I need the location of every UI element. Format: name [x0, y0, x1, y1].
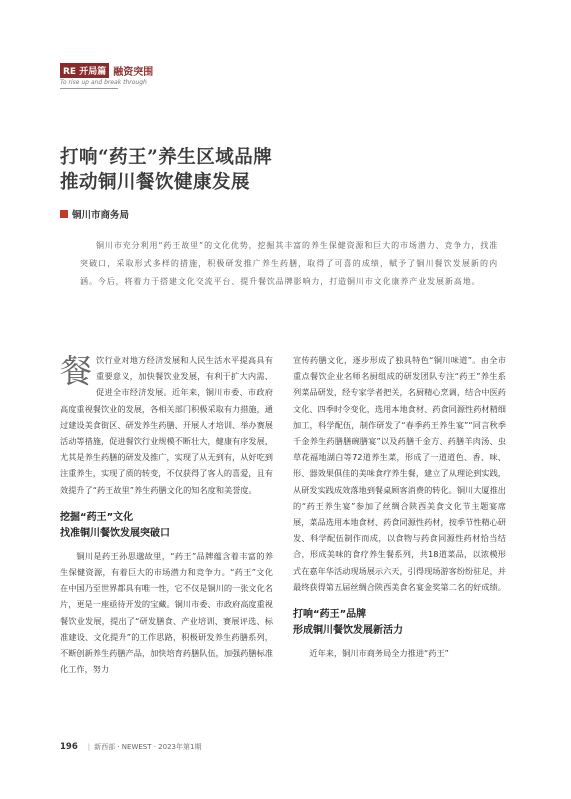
article-title-line2: 推动铜川餐饮健康发展 [60, 172, 251, 193]
body-column-right [293, 352, 506, 661]
section-heading [60, 510, 273, 542]
section-tag-title: 融资突围 [113, 67, 154, 78]
section-tag-subtitle: To rise up and break through [60, 79, 147, 86]
section-heading [293, 607, 506, 639]
section-tag [60, 63, 153, 78]
issue-info: 新西部 · NEWEST · 2023年第1期 [94, 743, 202, 751]
section-heading-line1: 挖掘“药王”文化 [60, 511, 134, 523]
section-heading-line2: 找准铜川餐饮发展突破口 [60, 527, 170, 539]
author-byline [60, 207, 129, 221]
body-paragraph: 宣传药膳文化，逐步形成了独具特色“铜川味道”。由全市重点餐饮企业名师名厨组成的研发团队专注“药王”养生系列菜品研发，经专家学者把关，名厨精心烹调，结合中医药文化、四季时令变化，选用本地食材、药食同源性药材精细加工，科学配伍，制作研发了“春季药王养生宴”“同言秋季千金养生药膳膳碗膳宴”以及药膳千金方、药膳羊肉汤、虫草花福地湖白等72道养生菜，形成了一道道色、香、味、形、器效果俱佳的美味食疗养生餐，建立了从理论到实践，从研发实践成效落地到餐桌顾客消费的转化。铜川大厦推出的“药王养生宴”参加了丝绸合陕西美食文化节主题宴席展，菜品选用本地食材、药食同源性药材，按季节性精心研发、科学配伍制作而成，以食物与药食同源性药材恰当结合，形成美味的食疗养生餐系列，共18道菜品，以浓模形式在嘉年华活动现场展示六天，引得现场游客纷纷驻足，并最终获得第五届丝绸合陕西美食名宴金奖第二名的好成绩。 [293, 355, 506, 592]
body-paragraph [60, 352, 273, 498]
article-title-line1: 打响“药王”养生区域品牌 [60, 147, 273, 168]
body-column-left [60, 352, 273, 677]
page-footer [60, 742, 201, 752]
body-paragraph: 近年来，铜川市商务局全力推进“药王” [309, 648, 449, 659]
article-title [60, 145, 272, 195]
body-paragraph: 铜川是药王孙思邈故里，“药王”品牌蕴含着丰富的养生保健资源，有着巨大的市场潜力和竞争力。“药王”文化在中国乃至世界都具有唯一性，它不仅是铜川的一张文化名片，更是一座亟待开发的宝藏。铜川市委、市政府高度重视餐饮业发展，提出了“研发膳食、产业培训、赛展评选、标准建设、文化提升”的工作思路，积极研发养生药膳系列，不断创新养生药膳产品，加快培育药膳队伍，加强药膳标准化工作，努力 [60, 550, 273, 675]
body-paragraph-text: 饮行业对地方经济发展和人民生活水平提高具有重要意义，加快餐饮业发展，有利于扩大内需、促进全市经济发展。近年来，铜川市委、市政府高度重视餐饮业的发展，各相关部门积极采取有力措施，通过建设美食街区、研发养生药膳、开展人才培训、举办赛展活动等措施，促进餐饮行业规模不断壮大，健康有序发展，尤其是养生药膳的研发及推广，实现了从无到有，从好吃到注重养生，实现了质的转变，不仅获得了客人的喜爱，且有效提升了“药王故里”养生药膳文化的知名度和美誉度。 [60, 355, 273, 495]
section-tag-divider [60, 88, 118, 89]
author-name: 铜川市商务局 [72, 210, 130, 221]
author-square-icon [60, 210, 68, 218]
page-number: 196 [60, 742, 78, 752]
section-heading-line2: 形成铜川餐饮发展新活力 [293, 625, 403, 637]
footer-separator: | [87, 743, 91, 751]
drop-cap: 餐 [60, 352, 93, 390]
section-heading-line1: 打响“药王”品牌 [293, 609, 367, 621]
article-abstract: 铜川市充分利用“药王故里”的文化优势，挖掘其丰富的养生保健资源和巨大的市场潜力、竞争力，找准突破口，采取形式多样的措施，积极研发推广养生药膳，取得了可喜的成绩，赋予了铜川餐饮发展新的内涵。今后，将着力于搭建文化交流平台、提升餐饮品牌影响力，打造铜川市文化康养产业发展新高地。 [80, 241, 498, 286]
section-tag-box: RE 开局篇 [60, 63, 109, 78]
